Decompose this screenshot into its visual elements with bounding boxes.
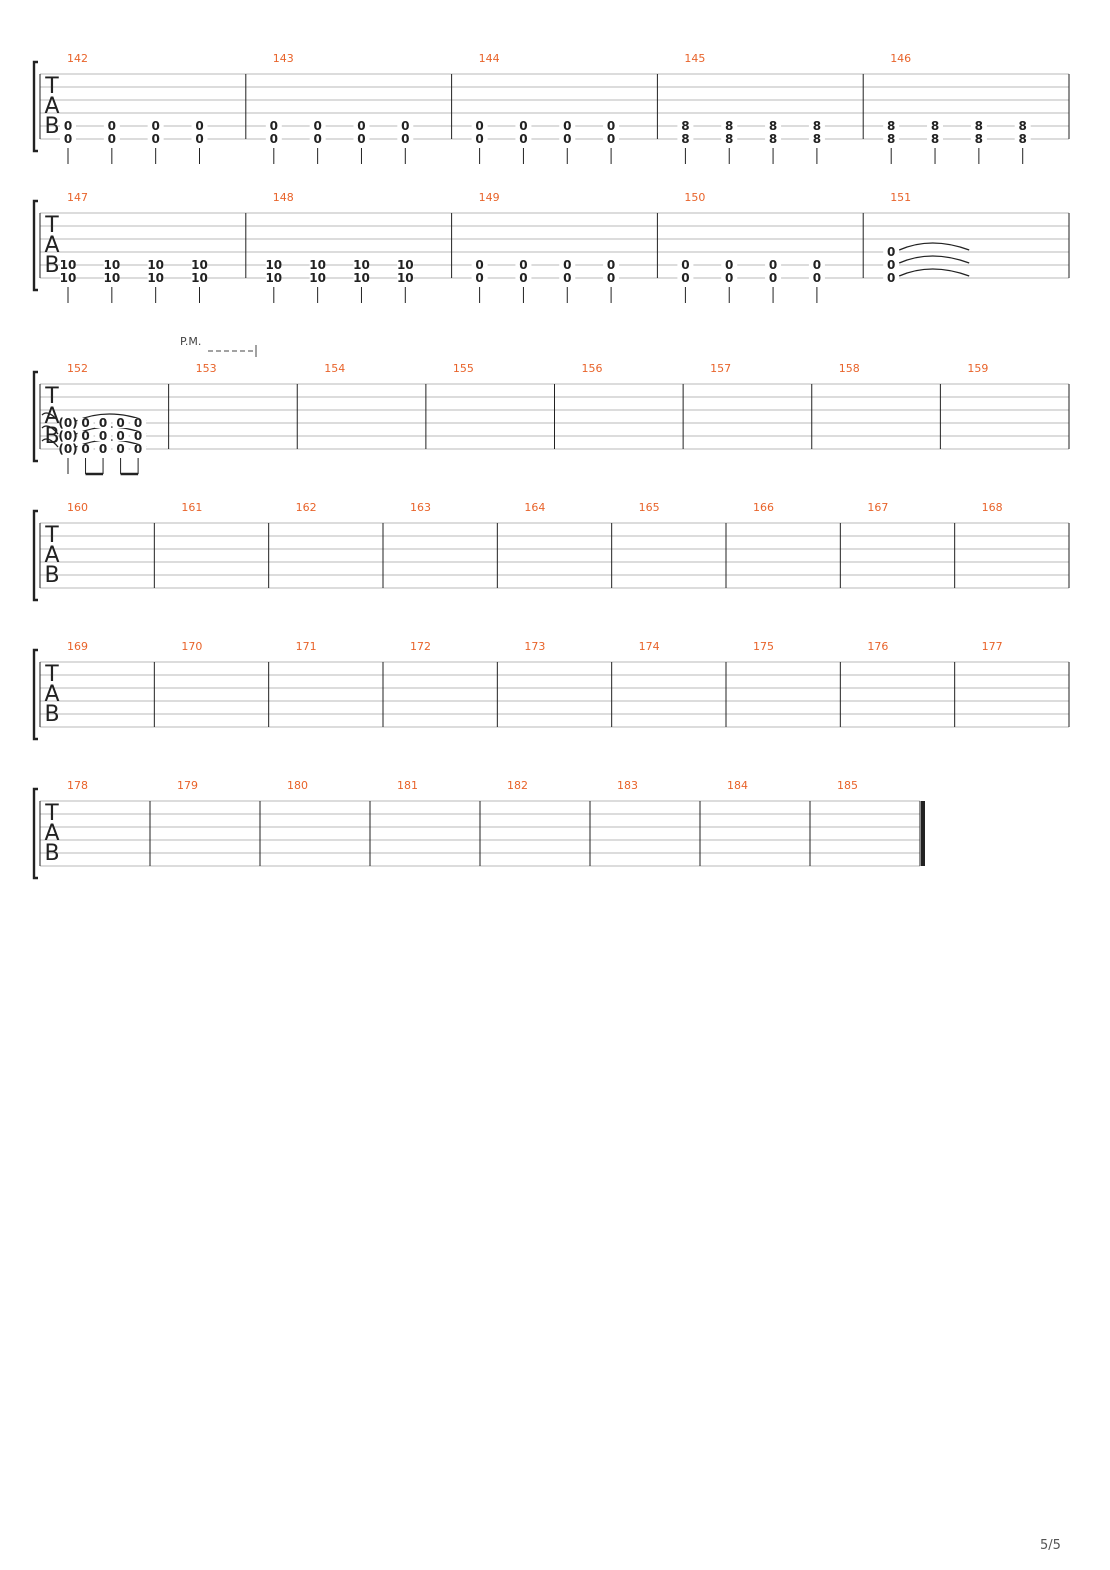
tab-clef-letter: B xyxy=(44,253,60,278)
measure-number: 159 xyxy=(967,362,989,375)
fret-number: 10 xyxy=(59,271,77,285)
system-bracket xyxy=(34,511,38,600)
tab-note xyxy=(397,258,414,303)
fret-number: 0 xyxy=(195,132,204,146)
fret-number: 10 xyxy=(191,258,208,272)
fret-number: 0 xyxy=(151,132,160,146)
fret-number: 0 xyxy=(681,271,690,285)
measure-number: 151 xyxy=(890,191,912,204)
measure-number: 173 xyxy=(524,640,546,653)
tab-note xyxy=(113,416,129,474)
fret-number: 8 xyxy=(681,132,690,146)
fret-number: 0 xyxy=(606,258,616,272)
fret-number: 0 xyxy=(475,271,484,285)
fret-number: 0 xyxy=(606,119,616,133)
measure xyxy=(42,335,256,474)
measure xyxy=(677,52,863,164)
tie-arc xyxy=(899,243,969,250)
fret-number: 0 xyxy=(519,271,528,285)
fret-number: 0 xyxy=(98,429,108,443)
fret-number: 0 xyxy=(195,119,204,133)
measure-number: 160 xyxy=(67,501,88,514)
fret-number: 0 xyxy=(475,119,484,133)
measure xyxy=(883,191,1069,285)
fret-number: 0 xyxy=(563,271,572,285)
measure-number: 169 xyxy=(67,640,88,653)
measure-number: 147 xyxy=(67,191,88,204)
fret-number: 10 xyxy=(147,258,165,272)
measure-number: 179 xyxy=(177,779,198,792)
tab-note xyxy=(927,119,943,164)
measure-number: 176 xyxy=(867,640,889,653)
fret-number: 0 xyxy=(151,119,160,133)
fret-number: 10 xyxy=(353,258,370,272)
tab-note xyxy=(559,258,575,303)
fret-number: 8 xyxy=(930,119,940,133)
fret-number: 0 xyxy=(725,258,734,272)
fret-number: 8 xyxy=(768,119,778,133)
tab-note xyxy=(265,258,282,303)
fret-number: (0) xyxy=(58,416,78,430)
fret-number: 10 xyxy=(103,258,121,272)
fret-number: 0 xyxy=(116,416,125,430)
tab-note xyxy=(95,416,111,474)
tab-clef-letter: B xyxy=(44,702,60,727)
fret-number: 0 xyxy=(269,119,278,133)
tab-clef-letter: B xyxy=(44,424,60,449)
measure-number: 146 xyxy=(890,52,912,65)
tab-note xyxy=(809,258,825,303)
tab-system xyxy=(34,640,1069,739)
system-bracket xyxy=(34,789,38,878)
fret-number: 0 xyxy=(98,442,108,456)
fret-number: 0 xyxy=(563,119,572,133)
fret-number: 0 xyxy=(519,258,528,272)
fret-number: 8 xyxy=(1018,119,1027,133)
measure-number: 156 xyxy=(581,362,603,375)
tab-clef-letter: B xyxy=(44,841,60,866)
measure-number: 178 xyxy=(67,779,88,792)
system-bracket xyxy=(34,62,38,151)
tab-note xyxy=(515,119,531,164)
fret-number: 0 xyxy=(887,245,896,259)
fret-number: 0 xyxy=(81,429,90,443)
fret-number: 8 xyxy=(1018,132,1027,146)
fret-number: 0 xyxy=(519,132,528,146)
fret-number: 10 xyxy=(191,271,208,285)
measure-number: 165 xyxy=(638,501,660,514)
tab-system xyxy=(34,501,1069,600)
fret-number: 0 xyxy=(812,258,822,272)
fret-number: 10 xyxy=(59,258,77,272)
fret-number: 0 xyxy=(887,258,896,272)
tab-note xyxy=(809,119,825,164)
fret-number: 0 xyxy=(887,271,896,285)
page-number: 5/5 xyxy=(1040,1538,1061,1553)
measure-number: 172 xyxy=(410,640,431,653)
measure xyxy=(883,52,1069,164)
tab-note xyxy=(677,119,693,164)
fret-number: 8 xyxy=(725,119,734,133)
tab-system xyxy=(34,779,925,878)
measure-number: 175 xyxy=(753,640,774,653)
fret-number: 10 xyxy=(265,271,283,285)
tab-note xyxy=(353,119,369,164)
tab-note xyxy=(721,258,737,303)
fret-number: 10 xyxy=(103,271,121,285)
tab-note xyxy=(883,243,969,285)
system-bracket xyxy=(34,650,38,739)
fret-number: (0) xyxy=(58,442,78,456)
tab-note xyxy=(559,119,575,164)
fret-number: 0 xyxy=(725,271,734,285)
tie-arc xyxy=(899,269,969,276)
tab-note xyxy=(353,258,370,303)
fret-number: 0 xyxy=(107,132,117,146)
measure-number: 166 xyxy=(753,501,774,514)
tab-note xyxy=(971,119,987,164)
fret-number: 0 xyxy=(606,132,616,146)
measure-number: 154 xyxy=(324,362,346,375)
tab-note xyxy=(883,119,899,164)
tab-clef-letter: T xyxy=(45,384,59,409)
fret-number: 0 xyxy=(116,429,125,443)
fret-number: 0 xyxy=(357,132,366,146)
fret-number: 0 xyxy=(313,132,322,146)
measure-number: 145 xyxy=(684,52,706,65)
tab-note xyxy=(310,119,326,164)
measure-number: 174 xyxy=(638,640,660,653)
measure xyxy=(472,52,658,164)
measure-number: 150 xyxy=(684,191,706,204)
fret-number: 0 xyxy=(606,271,616,285)
tab-note xyxy=(266,119,282,164)
measure-number: 144 xyxy=(478,52,500,65)
fret-number: 0 xyxy=(812,271,822,285)
measure-number: 142 xyxy=(67,52,88,65)
measure-number: 143 xyxy=(272,52,294,65)
tab-note xyxy=(191,258,208,303)
tab-note xyxy=(309,258,326,303)
fret-number: 0 xyxy=(107,119,117,133)
fret-number: 0 xyxy=(401,119,410,133)
fret-number: 8 xyxy=(812,132,822,146)
tab-clef-letter: T xyxy=(45,523,59,548)
fret-number: 0 xyxy=(313,119,322,133)
measure-number: 181 xyxy=(397,779,418,792)
tab-note xyxy=(103,258,120,303)
measure-number: 183 xyxy=(617,779,638,792)
fret-number: 8 xyxy=(725,132,734,146)
fret-number: 0 xyxy=(63,119,73,133)
tab-system xyxy=(34,52,1069,164)
fret-number: (0) xyxy=(58,429,78,443)
measure-number: 184 xyxy=(727,779,748,792)
fret-number: 0 xyxy=(81,442,90,456)
tab-note xyxy=(60,258,77,303)
measure-number: 185 xyxy=(837,779,858,792)
measure-number: 149 xyxy=(478,191,500,204)
fret-number: 10 xyxy=(147,271,165,285)
tab-note xyxy=(60,119,76,164)
measure-number: 171 xyxy=(295,640,317,653)
measure-number: 162 xyxy=(295,501,317,514)
fret-number: 0 xyxy=(81,416,90,430)
fret-number: 0 xyxy=(98,416,108,430)
measure-number: 167 xyxy=(867,501,889,514)
fret-number: 0 xyxy=(269,132,278,146)
system-bracket xyxy=(34,201,38,290)
fret-number: 8 xyxy=(681,119,690,133)
fret-number: 0 xyxy=(563,258,572,272)
measure xyxy=(677,191,863,303)
fret-number: 8 xyxy=(887,119,896,133)
tab-clef-letter: T xyxy=(45,662,59,687)
tab-clef-letter: A xyxy=(44,404,60,429)
tab-note xyxy=(78,416,94,474)
measure-number: 157 xyxy=(710,362,732,375)
tab-note xyxy=(1015,119,1031,164)
measure xyxy=(60,191,246,303)
fret-number: 0 xyxy=(519,119,528,133)
measure-number: 182 xyxy=(507,779,528,792)
fret-number: 0 xyxy=(133,429,143,443)
measure-number: 153 xyxy=(195,362,217,375)
final-barline xyxy=(921,801,925,866)
fret-number: 0 xyxy=(768,258,778,272)
tab-clef-letter: A xyxy=(44,821,60,846)
measure-number: 170 xyxy=(181,640,203,653)
fret-number: 0 xyxy=(116,442,125,456)
measure-number: 158 xyxy=(838,362,860,375)
measure xyxy=(265,191,451,303)
fret-number: 8 xyxy=(974,132,984,146)
fret-number: 0 xyxy=(133,416,143,430)
measure xyxy=(472,191,658,303)
fret-number: 10 xyxy=(309,258,326,272)
tab-note xyxy=(515,258,531,303)
measure-number: 164 xyxy=(524,501,546,514)
tab-note xyxy=(603,119,619,164)
measure-number: 155 xyxy=(452,362,474,375)
measure-number: 168 xyxy=(981,501,1003,514)
fret-number: 0 xyxy=(475,258,484,272)
fret-number: 0 xyxy=(63,132,73,146)
tab-clef-letter: A xyxy=(44,543,60,568)
fret-number: 0 xyxy=(357,119,366,133)
tab-clef-letter: B xyxy=(44,563,60,588)
tab-clef-letter: A xyxy=(44,94,60,119)
measure-number: 161 xyxy=(181,501,203,514)
tab-clef-letter: A xyxy=(44,233,60,258)
tab-clef-letter: T xyxy=(45,213,59,238)
fret-number: 8 xyxy=(812,119,822,133)
fret-number: 0 xyxy=(133,442,143,456)
fret-number: 8 xyxy=(887,132,896,146)
tab-note xyxy=(721,119,737,164)
system-bracket xyxy=(34,372,38,461)
measure-number: 148 xyxy=(272,191,294,204)
tab-system xyxy=(34,191,1069,303)
fret-number: 8 xyxy=(974,119,984,133)
tab-clef-letter: B xyxy=(44,114,60,139)
measure-number: 180 xyxy=(287,779,308,792)
tab-note xyxy=(472,258,488,303)
fret-number: 10 xyxy=(265,258,283,272)
fret-number: 0 xyxy=(563,132,572,146)
measure-number: 177 xyxy=(981,640,1003,653)
tab-note xyxy=(147,258,164,303)
tab-clef-letter: A xyxy=(44,682,60,707)
tab-clef-letter: T xyxy=(45,74,59,99)
fret-number: 8 xyxy=(768,132,778,146)
fret-number: 10 xyxy=(396,258,414,272)
tab-note xyxy=(765,119,781,164)
tab-note xyxy=(603,258,619,303)
tab-note xyxy=(677,258,693,303)
measure-number: 152 xyxy=(67,362,88,375)
tab-note xyxy=(192,119,208,164)
fret-number: 10 xyxy=(309,271,326,285)
measure xyxy=(60,52,246,164)
palm-mute-label: P.M. xyxy=(180,335,202,348)
tab-note xyxy=(104,119,120,164)
tab-note xyxy=(472,119,488,164)
fret-number: 0 xyxy=(681,258,690,272)
measure-number: 163 xyxy=(410,501,431,514)
measure xyxy=(266,52,452,164)
fret-number: 0 xyxy=(401,132,410,146)
tab-system xyxy=(34,335,1069,474)
fret-number: 8 xyxy=(930,132,940,146)
fret-number: 0 xyxy=(475,132,484,146)
fret-number: 10 xyxy=(353,271,370,285)
tab-clef-letter: T xyxy=(45,801,59,826)
tab-note xyxy=(148,119,164,164)
fret-number: 0 xyxy=(768,271,778,285)
fret-number: 10 xyxy=(396,271,414,285)
tab-note xyxy=(765,258,781,303)
tab-note xyxy=(397,119,413,164)
tie-arc xyxy=(899,256,969,263)
tab-note xyxy=(130,416,146,474)
